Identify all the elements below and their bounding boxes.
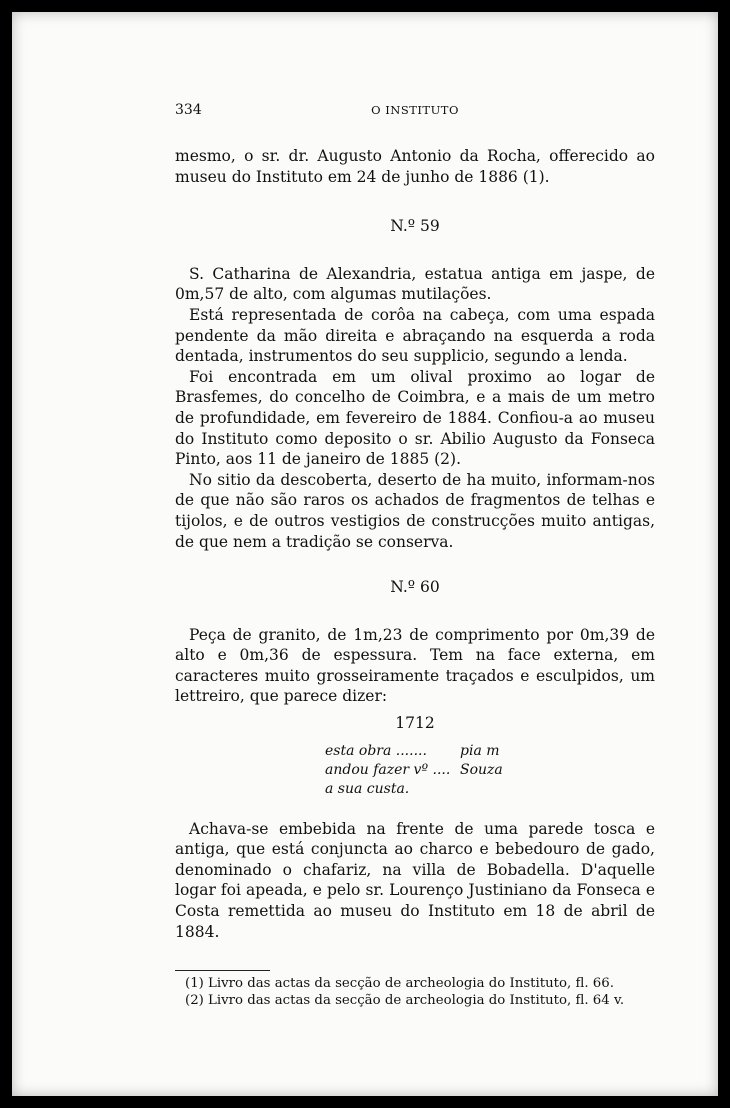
inscription-line-2b: Souza bbox=[460, 761, 503, 778]
inscription-year: 1712 bbox=[395, 714, 435, 733]
item-60-paragraph: Peça de granito, de 1m,23 de comprimento por 0m,39 de alto e 0m,36 de espessura. Tem na face externa, em caracteres muito grosseiramente traçados e esculpidos, um lettreiro, que parece dizer: bbox=[175, 625, 655, 706]
inscription-line-1a: esta obra ....... bbox=[325, 742, 427, 759]
running-title: O INSTITUTO bbox=[371, 103, 459, 117]
item-59-paragraph-4: No sitio da descoberta, deserto de ha muito, informam-nos de que não são raros os achados de fragmentos de telhas e tijolos, e de outros vestigios de construcções muito antigas, de que nem a tradição se conserva. bbox=[175, 470, 655, 551]
item-60-closing-paragraph: Achava-se embebida na frente de uma parede tosca e antiga, que está conjuncta ao charco e bebedouro de gado, denominado o chafariz, na villa de Bobadella. D'aquelle logar foi apeada, e pelo sr. Lourenço Justiniano da Fonseca e Costa remettida ao museu do Instituto em 18 de abril de 1884. bbox=[175, 819, 655, 941]
intro-paragraph: mesmo, o sr. dr. Augusto Antonio da Rocha, offerecido ao museu do Instituto em 24 de junho de 1886 (1). bbox=[175, 147, 655, 186]
item-59-paragraph-3: Foi encontrada em um olival proximo ao logar de Brasfemes, do concelho de Coimbra, e a mais de um metro de profundidade, em fevereiro de 1884. Confiou-a ao museu do Instituto como deposito o sr. Abilio Augusto da Fonseca Pinto, aos 11 de janeiro de 1885 (2). bbox=[175, 367, 655, 469]
footnotes bbox=[175, 975, 655, 1009]
page-number: 334 bbox=[175, 102, 202, 118]
item-59-heading: N.º 59 bbox=[390, 217, 440, 236]
footnote-2: (2) Livro das actas da secção de archeologia do Instituto, fl. 64 v. bbox=[185, 993, 625, 1009]
footnote-rule bbox=[175, 970, 270, 971]
page-sheet bbox=[12, 12, 718, 1096]
footnote-1: (1) Livro das actas da secção de archeologia do Instituto, fl. 66. bbox=[185, 976, 614, 992]
inscription-line-3: a sua custa. bbox=[325, 780, 410, 797]
inscription-line-2a: andou fazer vº .... bbox=[325, 761, 451, 778]
item-60-heading: N.º 60 bbox=[390, 578, 440, 597]
inscription bbox=[325, 742, 655, 799]
text-block bbox=[175, 100, 655, 1009]
inscription-line-1b: pia m bbox=[460, 742, 500, 759]
running-header bbox=[175, 100, 655, 122]
item-59-paragraph-2: Está representada de corôa na cabeça, com uma espada pendente da mão direita e abraçando na esquerda a roda dentada, instrumentos do seu supplicio, segundo a lenda. bbox=[175, 305, 655, 366]
item-59-paragraph-1: S. Catharina de Alexandria, estatua antiga em jaspe, de 0m,57 de alto, com algumas mutilações. bbox=[175, 264, 655, 304]
